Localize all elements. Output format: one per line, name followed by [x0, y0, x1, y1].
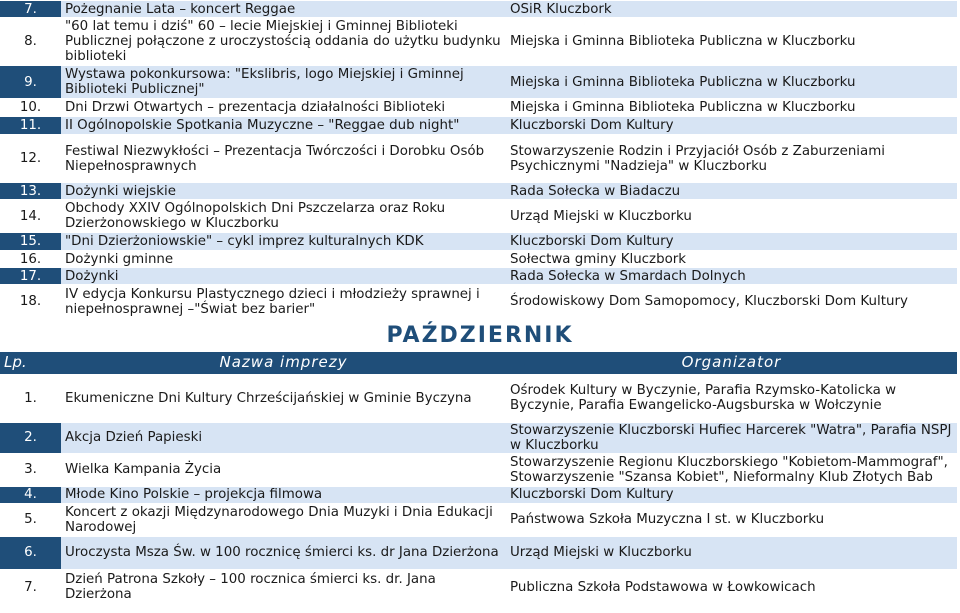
- event-organizer: Urząd Miejski w Kluczborku: [506, 536, 957, 569]
- event-organizer: Kluczborski Dom Kultury: [506, 233, 957, 251]
- event-name: Uroczysta Msza Św. w 100 rocznicę śmierci ks. dr Jana Dzierżona: [61, 536, 506, 569]
- table-row: [0, 453, 957, 486]
- header-event-name: Nazwa imprezy: [61, 352, 506, 375]
- row-number: 18.: [0, 285, 61, 319]
- row-number: 15.: [0, 233, 61, 251]
- table-row: [0, 18, 957, 66]
- event-organizer: Stowarzyszenie Kluczborski Hufiec Harcerek "Watra", Parafia NSPJ w Kluczborku: [506, 422, 957, 453]
- table-row: [0, 66, 957, 99]
- table-row: [0, 200, 957, 233]
- events-table-bottom: [0, 352, 957, 606]
- event-name: "60 lat temu i dziś" 60 – lecie Miejskiej i Gminnej Biblioteki Publicznej połączone z uroczystością oddania do użytku budynku biblioteki: [61, 18, 506, 66]
- header-organizer: Organizator: [506, 352, 957, 375]
- event-name: Dzień Patrona Szkoły – 100 rocznica śmierci ks. dr. Jana Dzierżona: [61, 569, 506, 605]
- table-header-row: [0, 352, 957, 375]
- event-organizer: Miejska i Gminna Biblioteka Publiczna w Kluczborku: [506, 18, 957, 66]
- row-number: 14.: [0, 200, 61, 233]
- event-organizer: Rada Sołecka w Smardach Dolnych: [506, 268, 957, 285]
- row-number: 8.: [0, 18, 61, 66]
- table-row: [0, 268, 957, 285]
- event-name: Ekumeniczne Dni Kultury Chrześcijańskiej w Gminie Byczyna: [61, 374, 506, 422]
- event-name: Obchody XXIV Ogólnopolskich Dni Pszczelarza oraz Roku Dzierżonowskiego w Kluczborku: [61, 200, 506, 233]
- row-number: 4.: [0, 486, 61, 503]
- event-name: II Ogólnopolskie Spotkania Muzyczne – "Reggae dub night": [61, 117, 506, 135]
- event-name: Wystawa pokonkursowa: "Ekslibris, logo Miejskiej i Gminnej Biblioteki Publicznej": [61, 66, 506, 99]
- table-row: [0, 503, 957, 536]
- month-heading: PAŹDZIERNIK: [0, 319, 960, 352]
- event-organizer: Kluczborski Dom Kultury: [506, 117, 957, 135]
- table-row: [0, 135, 957, 183]
- table-row: [0, 374, 957, 422]
- row-number: 3.: [0, 453, 61, 486]
- event-organizer: Rada Sołecka w Biadaczu: [506, 183, 957, 200]
- event-name: Akcja Dzień Papieski: [61, 422, 506, 453]
- event-name: Dożynki: [61, 268, 506, 285]
- table-row: [0, 1, 957, 18]
- table-row: [0, 285, 957, 319]
- event-name: IV edycja Konkursu Plastycznego dzieci i młodzieży sprawnej i niepełnosprawnej –"Świat bez barier": [61, 285, 506, 319]
- event-organizer: Państwowa Szkoła Muzyczna I st. w Kluczborku: [506, 503, 957, 536]
- table-row: [0, 536, 957, 569]
- table-row: [0, 117, 957, 135]
- row-number: 5.: [0, 503, 61, 536]
- row-number: 13.: [0, 183, 61, 200]
- row-number: 10.: [0, 99, 61, 117]
- table-row: [0, 251, 957, 268]
- row-number: 16.: [0, 251, 61, 268]
- table-row: [0, 99, 957, 117]
- event-name: "Dni Dzierżoniowskie" – cykl imprez kulturalnych KDK: [61, 233, 506, 251]
- row-number: 7.: [0, 569, 61, 605]
- event-organizer: Stowarzyszenie Regionu Kluczborskiego "Kobietom-Mammograf", Stowarzyszenie "Szansa Kobiet", Nieformalny Klub Złotych Bab: [506, 453, 957, 486]
- table-row: [0, 569, 957, 605]
- header-lp: Lp.: [0, 352, 61, 375]
- event-name: Pożegnanie Lata – koncert Reggae: [61, 1, 506, 18]
- event-name: Dożynki wiejskie: [61, 183, 506, 200]
- event-organizer: Stowarzyszenie Rodzin i Przyjaciół Osób z Zaburzeniami Psychicznymi "Nadzieja" w Kluczborku: [506, 135, 957, 183]
- row-number: 2.: [0, 422, 61, 453]
- event-name: Wielka Kampania Życia: [61, 453, 506, 486]
- row-number: 1.: [0, 374, 61, 422]
- event-organizer: OSiR Kluczbork: [506, 1, 957, 18]
- event-name: Koncert z okazji Międzynarodowego Dnia Muzyki i Dnia Edukacji Narodowej: [61, 503, 506, 536]
- event-name: Dożynki gminne: [61, 251, 506, 268]
- row-number: 17.: [0, 268, 61, 285]
- event-organizer: Miejska i Gminna Biblioteka Publiczna w Kluczborku: [506, 99, 957, 117]
- event-organizer: Miejska i Gminna Biblioteka Publiczna w Kluczborku: [506, 66, 957, 99]
- event-organizer: Sołectwa gminy Kluczbork: [506, 251, 957, 268]
- table-row: [0, 233, 957, 251]
- row-number: 9.: [0, 66, 61, 99]
- table-row: [0, 183, 957, 200]
- event-name: Dni Drzwi Otwartych – prezentacja działalności Biblioteki: [61, 99, 506, 117]
- event-name: Młode Kino Polskie – projekcja filmowa: [61, 486, 506, 503]
- events-table-bottom-body: [0, 352, 957, 606]
- event-organizer: Ośrodek Kultury w Byczynie, Parafia Rzymsko-Katolicka w Byczynie, Parafia Ewangelicko-Augsburska w Wołczynie: [506, 374, 957, 422]
- row-number: 12.: [0, 135, 61, 183]
- event-organizer: Środowiskowy Dom Samopomocy, Kluczborski Dom Kultury: [506, 285, 957, 319]
- events-table-top-body: [0, 1, 957, 319]
- row-number: 7.: [0, 1, 61, 18]
- event-organizer: Urząd Miejski w Kluczborku: [506, 200, 957, 233]
- table-row: [0, 422, 957, 453]
- event-organizer: Publiczna Szkoła Podstawowa w Łowkowicach: [506, 569, 957, 605]
- event-name: Festiwal Niezwykłości – Prezentacja Twórczości i Dorobku Osób Niepełnosprawnych: [61, 135, 506, 183]
- row-number: 6.: [0, 536, 61, 569]
- event-organizer: Kluczborski Dom Kultury: [506, 486, 957, 503]
- table-row: [0, 486, 957, 503]
- row-number: 11.: [0, 117, 61, 135]
